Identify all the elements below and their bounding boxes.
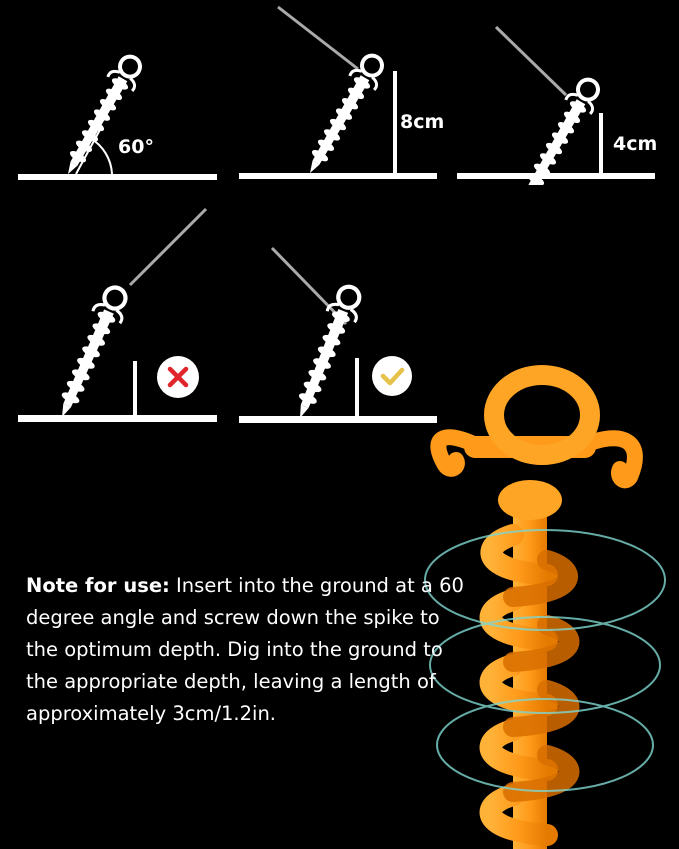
note-body: Insert into the ground at a 60 degree angle and screw down the spike to the optimum depth. Dig into the ground to the appropriate depth, leaving a length of approximately 3cm/1.2in. xyxy=(26,574,464,725)
angle-label: 60° xyxy=(118,136,154,158)
ground-line xyxy=(239,173,437,179)
panel-angle xyxy=(18,20,218,185)
panel-right xyxy=(238,240,438,430)
depth-label-8: 8cm xyxy=(400,111,445,133)
check-icon xyxy=(372,356,412,396)
spike-icon xyxy=(48,282,133,423)
spike-diagram xyxy=(238,240,438,430)
panel-depth-4 xyxy=(456,25,656,185)
depth-marker xyxy=(133,361,137,417)
ground-line xyxy=(239,416,437,423)
ground-line xyxy=(457,173,655,179)
spike-shaft xyxy=(491,515,570,849)
spike-diagram xyxy=(18,205,218,430)
spike-diagram xyxy=(18,20,218,185)
rope-line xyxy=(496,27,566,95)
spike-collar xyxy=(498,480,562,520)
ground-line xyxy=(18,415,217,422)
rope-line xyxy=(130,209,206,285)
depth-label-4: 4cm xyxy=(613,133,658,155)
panel-depth-8 xyxy=(238,5,445,185)
spike-diagram xyxy=(456,25,656,185)
cross-icon xyxy=(157,356,199,398)
spike-icon xyxy=(56,51,148,181)
rope-line xyxy=(278,7,358,69)
spike-diagram xyxy=(238,5,438,185)
spike-icon xyxy=(298,50,390,180)
panel-wrong xyxy=(18,205,218,430)
depth-marker xyxy=(355,358,359,418)
note-heading: Note for use: xyxy=(26,574,170,597)
ground-line xyxy=(18,174,217,180)
depth-marker xyxy=(393,71,397,175)
usage-note xyxy=(26,570,466,730)
depth-marker xyxy=(599,113,603,175)
